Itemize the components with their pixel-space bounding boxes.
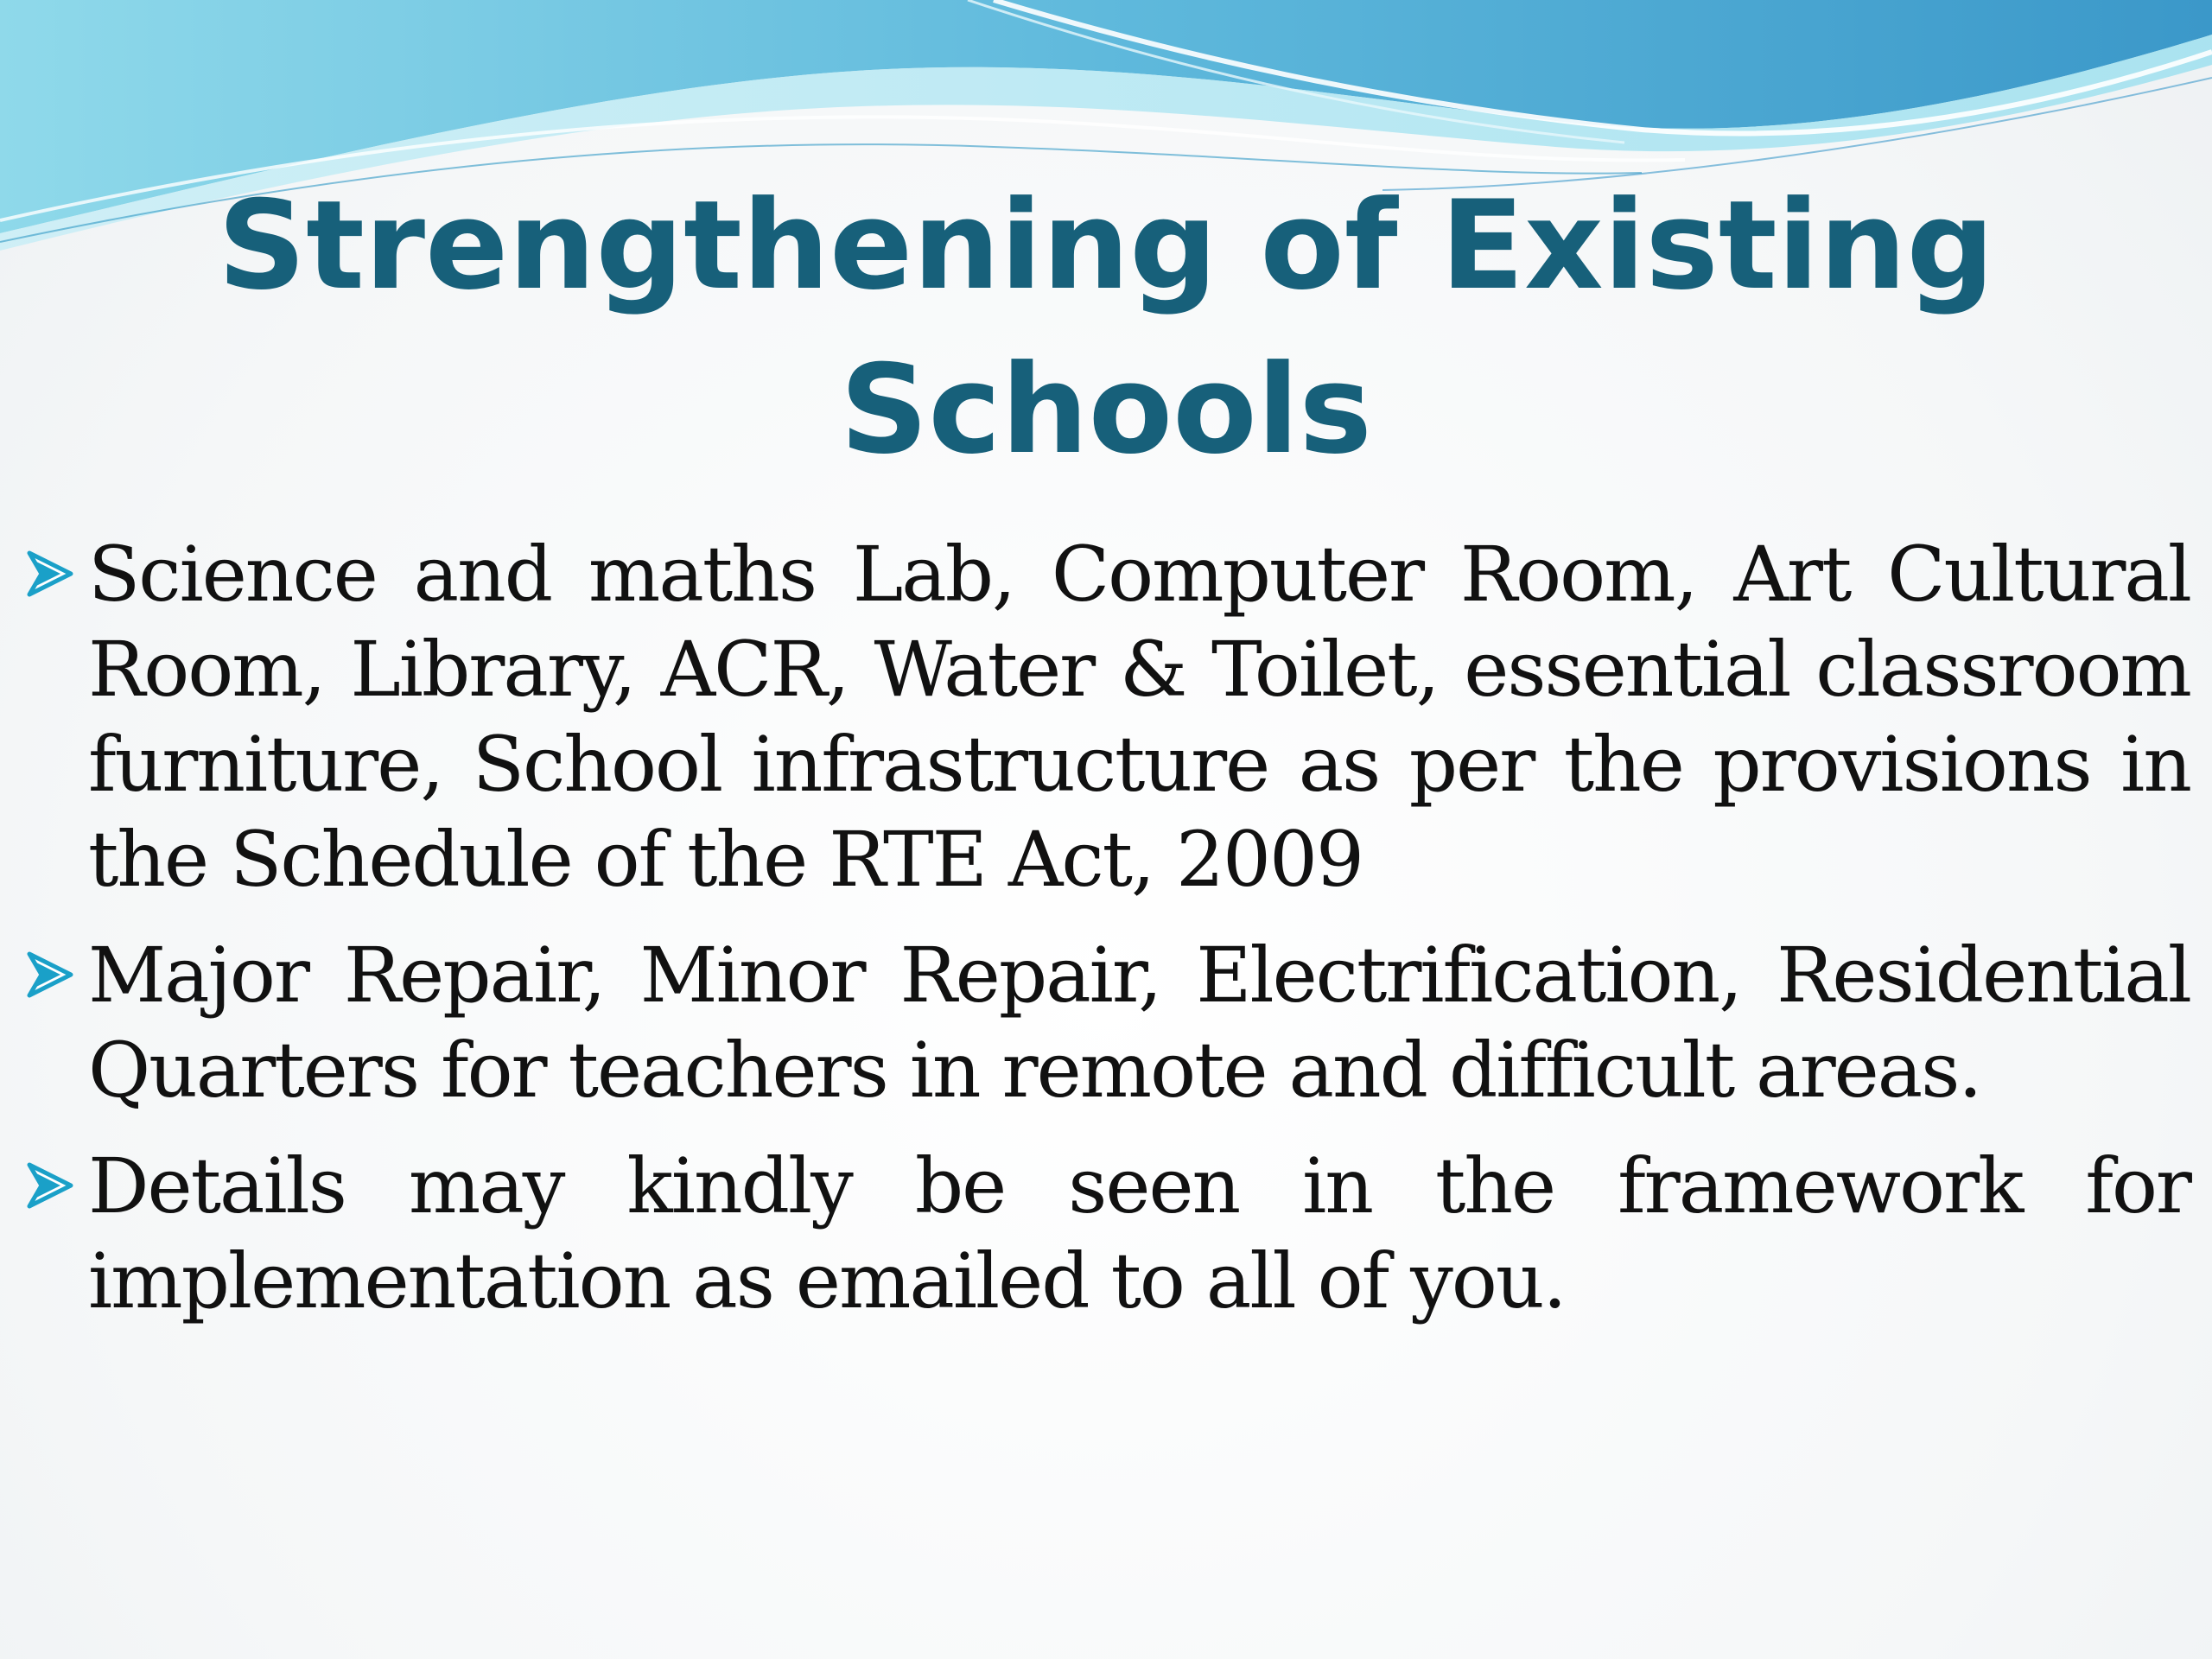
- slide-title: Strengthening of Existing Schools: [217, 175, 1995, 481]
- arrow-bullet-icon: [26, 550, 74, 598]
- arrow-bullet-icon: [26, 950, 74, 999]
- bullet-text: Major Repair, Minor Repair, Electrification, Residential Quarters for teachers in remote and difficult areas.: [88, 931, 2190, 1115]
- arrow-bullet-icon: [26, 1161, 74, 1210]
- bullet-item: [26, 527, 2190, 907]
- bullet-item: [26, 928, 2190, 1118]
- bullet-text: Science and maths Lab, Computer Room, Art Cultural Room, Library, ACR, Water & Toilet, essential classroom furniture, School infrastructure as per the provisions in the Schedule of the RTE Act, 2009: [88, 530, 2190, 904]
- bullet-text: Details may kindly be seen in the framework for implementation as emailed to all of you.: [88, 1141, 2190, 1325]
- bullet-list: [26, 527, 2190, 1350]
- bullet-item: [26, 1139, 2190, 1329]
